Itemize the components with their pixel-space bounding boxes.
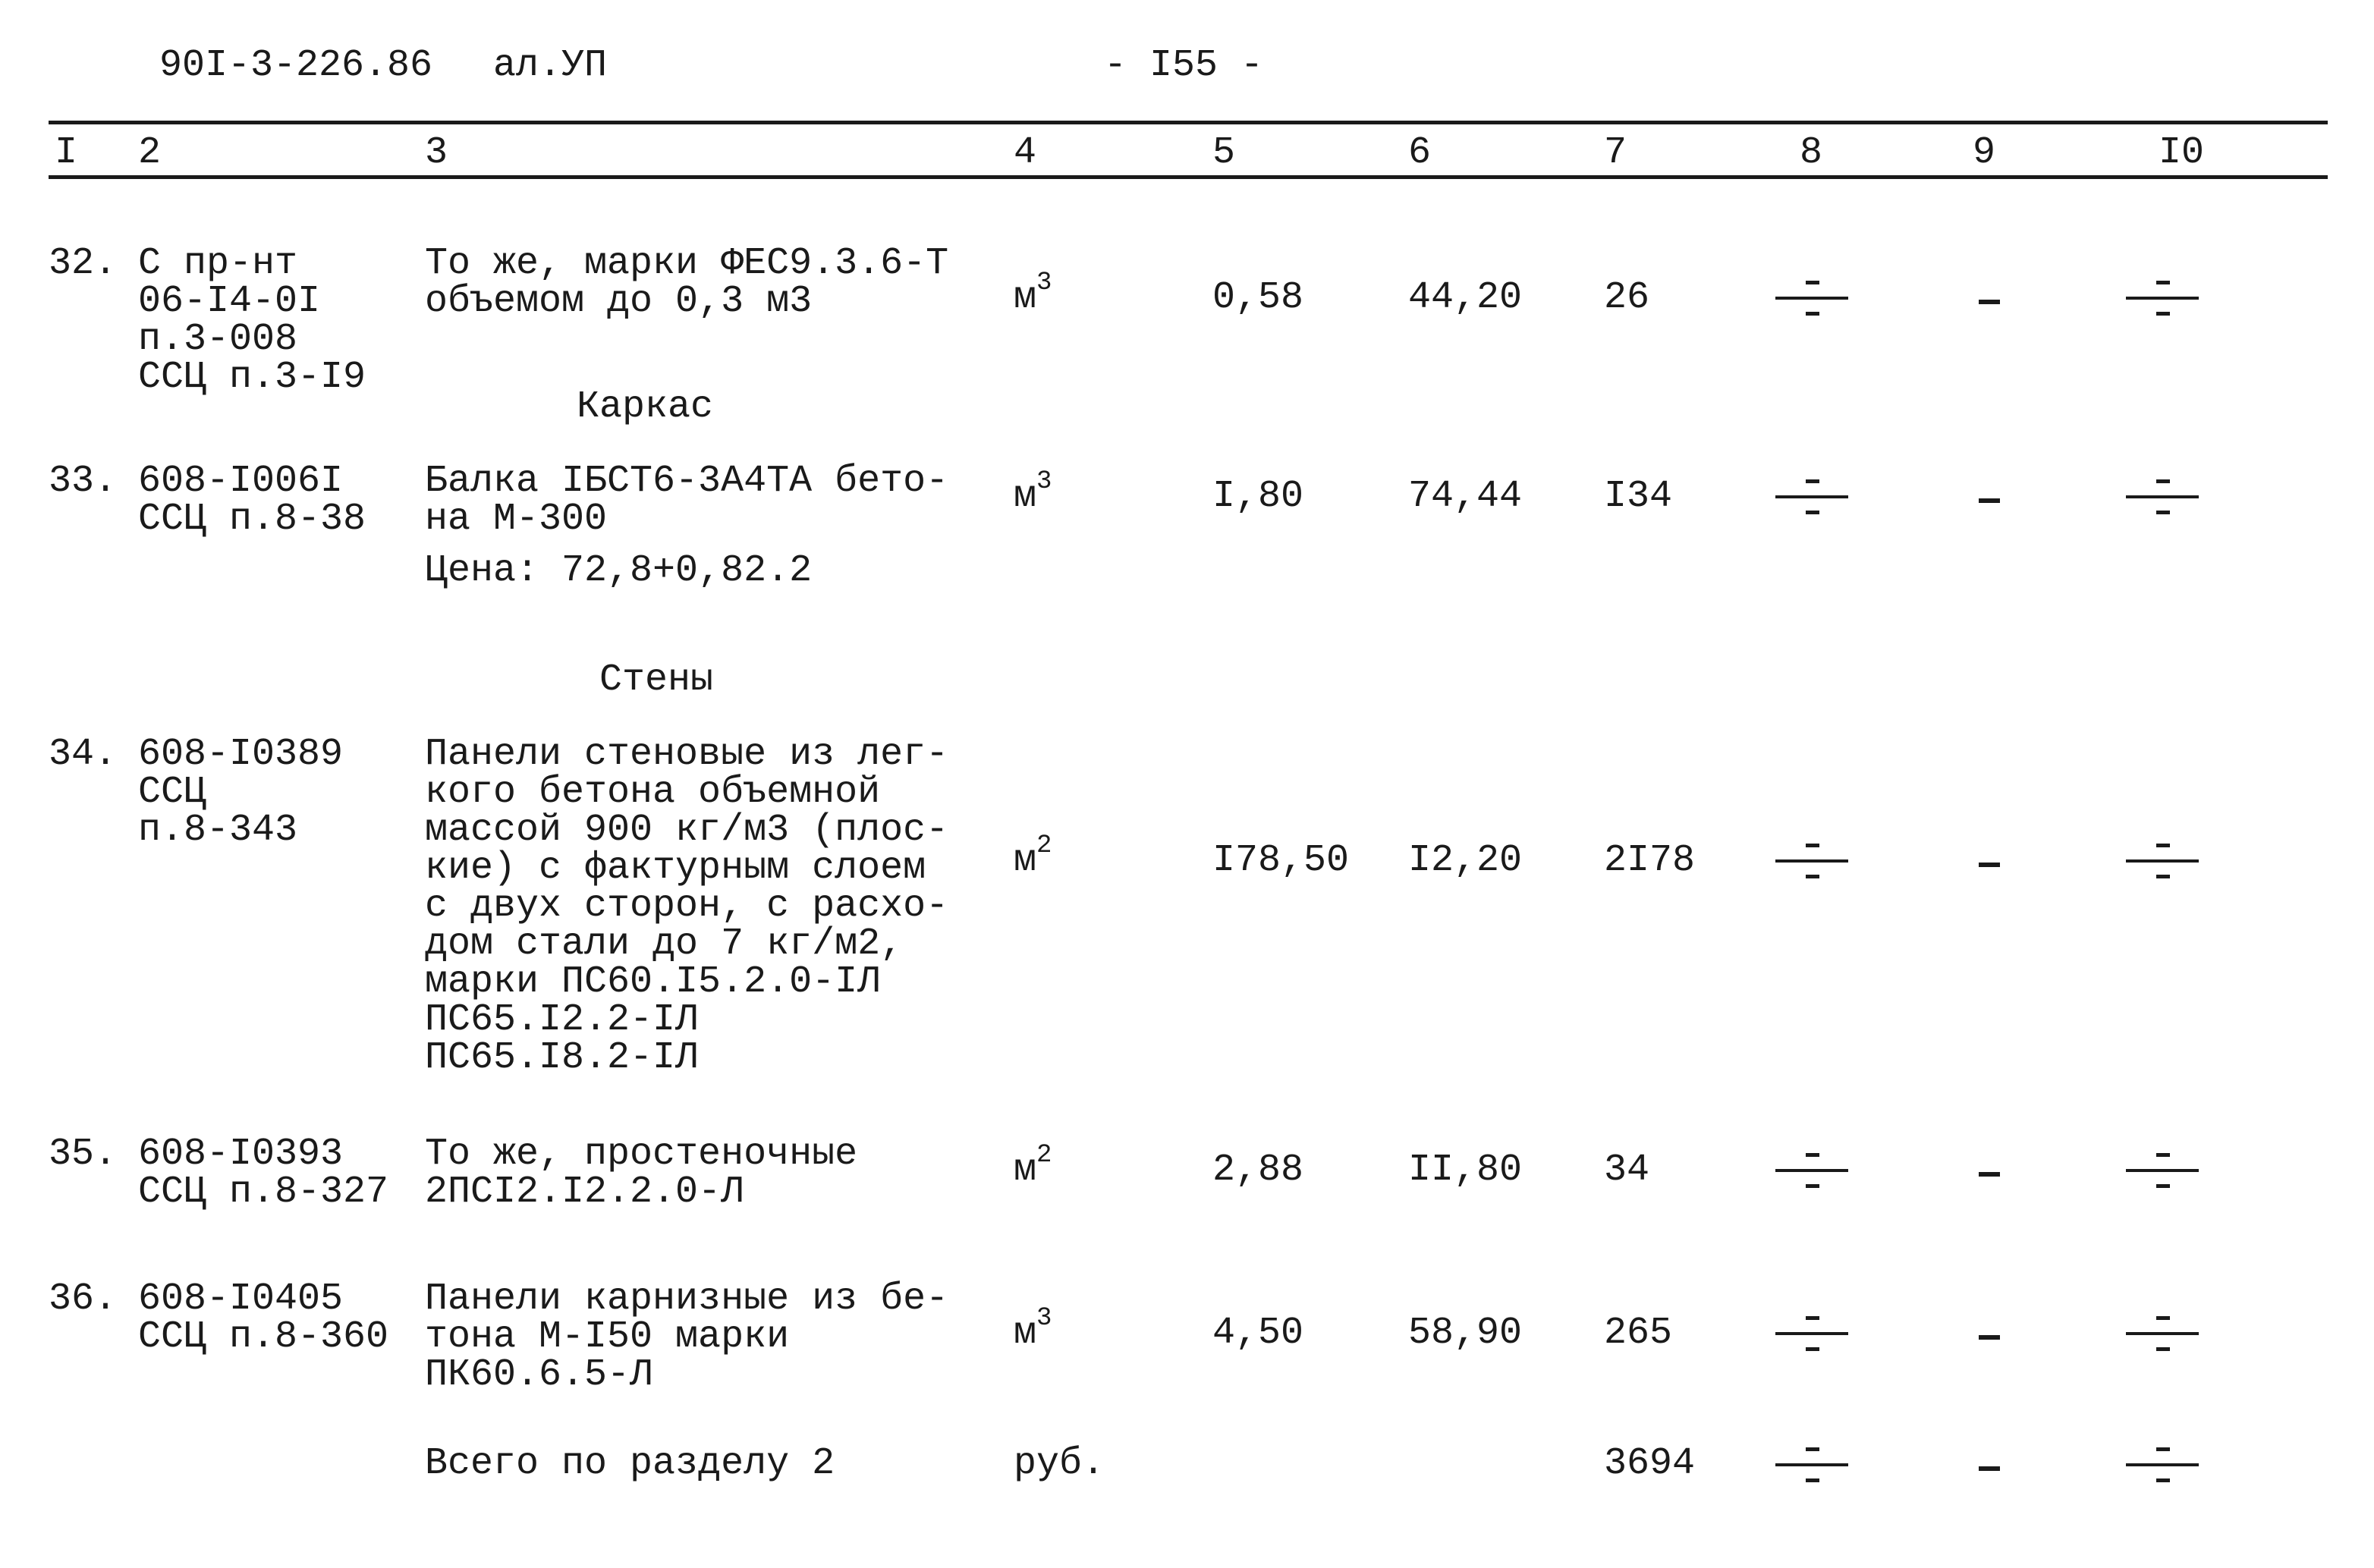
row-code: С пр-нт 06-I4-0I п.3-008 ССЦ п.3-I9 <box>138 242 366 399</box>
dash-mark <box>1979 1466 2000 1471</box>
total-unit: руб. <box>1014 1442 1105 1485</box>
ditto-mark <box>1775 1144 1848 1197</box>
ditto-mark <box>1775 272 1848 325</box>
section-heading-walls: Стены <box>599 658 714 702</box>
column-header-8: 8 <box>1800 131 1823 174</box>
total-label: Всего по разделу 2 <box>425 1442 835 1485</box>
row-code: 608-I0393 ССЦ п.8-327 <box>138 1133 389 1214</box>
total-cost: 3694 <box>1604 1442 1696 1485</box>
row-quantity: 2,88 <box>1212 1149 1304 1192</box>
column-header-7: 7 <box>1604 131 1627 174</box>
row-number: 33. <box>49 460 118 503</box>
table-header-rule <box>49 175 2328 179</box>
column-header-9: 9 <box>1973 131 1996 174</box>
row-quantity: I78,50 <box>1212 839 1350 882</box>
row-price: I2,20 <box>1408 839 1523 882</box>
album-label: ал.УП <box>493 44 608 87</box>
ditto-mark <box>2126 272 2199 325</box>
row-unit: $м^3$ <box>1014 1304 1052 1355</box>
row-number: 35. <box>49 1133 118 1176</box>
row-number: 32. <box>49 242 118 285</box>
row-number: 36. <box>49 1277 118 1321</box>
column-header-6: 6 <box>1408 131 1432 174</box>
row-code: 608-I0405 ССЦ п.8-360 <box>138 1277 389 1359</box>
column-header-2: 2 <box>138 131 162 174</box>
row-cost: 26 <box>1604 276 1650 319</box>
row-cost: I34 <box>1604 475 1673 518</box>
row-cost: 265 <box>1604 1312 1673 1355</box>
row-description: Панели карнизные из бе- тона М-I50 марки ПК60.6.5-Л <box>425 1277 949 1397</box>
row-quantity: I,80 <box>1212 475 1304 518</box>
row-description: Балка IБСТ6-3А4ТА бето- на М-300 <box>425 460 949 541</box>
row-description: Панели стеновые из лег- кого бетона объемной массой 900 кг/м3 (плос- кие) с фактурным слоем с двух сторон, с расхо- дом стали до 7 кг/м2, марки ПС60.I5.2.0-IЛ ПС65.I2.2-IЛ ПС65.I8.2-IЛ <box>425 733 949 1079</box>
ditto-mark <box>2126 1307 2199 1360</box>
row-unit: $м^2$ <box>1014 1141 1052 1192</box>
row-price: 58,90 <box>1408 1312 1523 1355</box>
ditto-mark <box>1775 470 1848 523</box>
row-price-note: Цена: 72,8+0,82.2 <box>425 549 813 592</box>
column-header-5: 5 <box>1212 131 1236 174</box>
column-header-1: I <box>55 131 78 174</box>
row-quantity: 0,58 <box>1212 276 1304 319</box>
dash-mark <box>1979 498 2000 503</box>
section-heading-frame: Каркас <box>577 385 714 429</box>
dash-mark <box>1979 300 2000 304</box>
ditto-mark <box>1775 834 1848 888</box>
column-header-10: I0 <box>2159 131 2205 174</box>
row-code: 608-I006I ССЦ п.8-38 <box>138 460 366 541</box>
ditto-mark <box>2126 834 2199 888</box>
row-description: То же, марки ФЕС9.3.6-Т объемом до 0,3 м3 <box>425 242 949 323</box>
ditto-mark <box>2126 1144 2199 1197</box>
row-description: То же, простеночные 2ПСI2.I2.2.0-Л <box>425 1133 858 1214</box>
row-quantity: 4,50 <box>1212 1312 1304 1355</box>
row-price: 44,20 <box>1408 276 1523 319</box>
row-unit: $м^3$ <box>1014 467 1052 518</box>
row-unit: $м^2$ <box>1014 831 1052 882</box>
ditto-mark <box>1775 1438 1848 1491</box>
row-cost: 2I78 <box>1604 839 1696 882</box>
ditto-mark <box>2126 1438 2199 1491</box>
dash-mark <box>1979 1172 2000 1177</box>
dash-mark <box>1979 1335 2000 1340</box>
dash-mark <box>1979 863 2000 867</box>
row-price: II,80 <box>1408 1149 1523 1192</box>
row-number: 34. <box>49 733 118 776</box>
column-header-3: 3 <box>425 131 448 174</box>
row-unit: $м^3$ <box>1014 269 1052 319</box>
ditto-mark <box>2126 470 2199 523</box>
document-code: 90I-3-226.86 <box>159 44 433 87</box>
table-top-rule <box>49 121 2328 124</box>
row-code: 608-I0389 ССЦ п.8-343 <box>138 733 344 852</box>
column-header-4: 4 <box>1014 131 1037 174</box>
row-cost: 34 <box>1604 1149 1650 1192</box>
page-number: - I55 - <box>1104 44 1264 87</box>
row-price: 74,44 <box>1408 475 1523 518</box>
ditto-mark <box>1775 1307 1848 1360</box>
